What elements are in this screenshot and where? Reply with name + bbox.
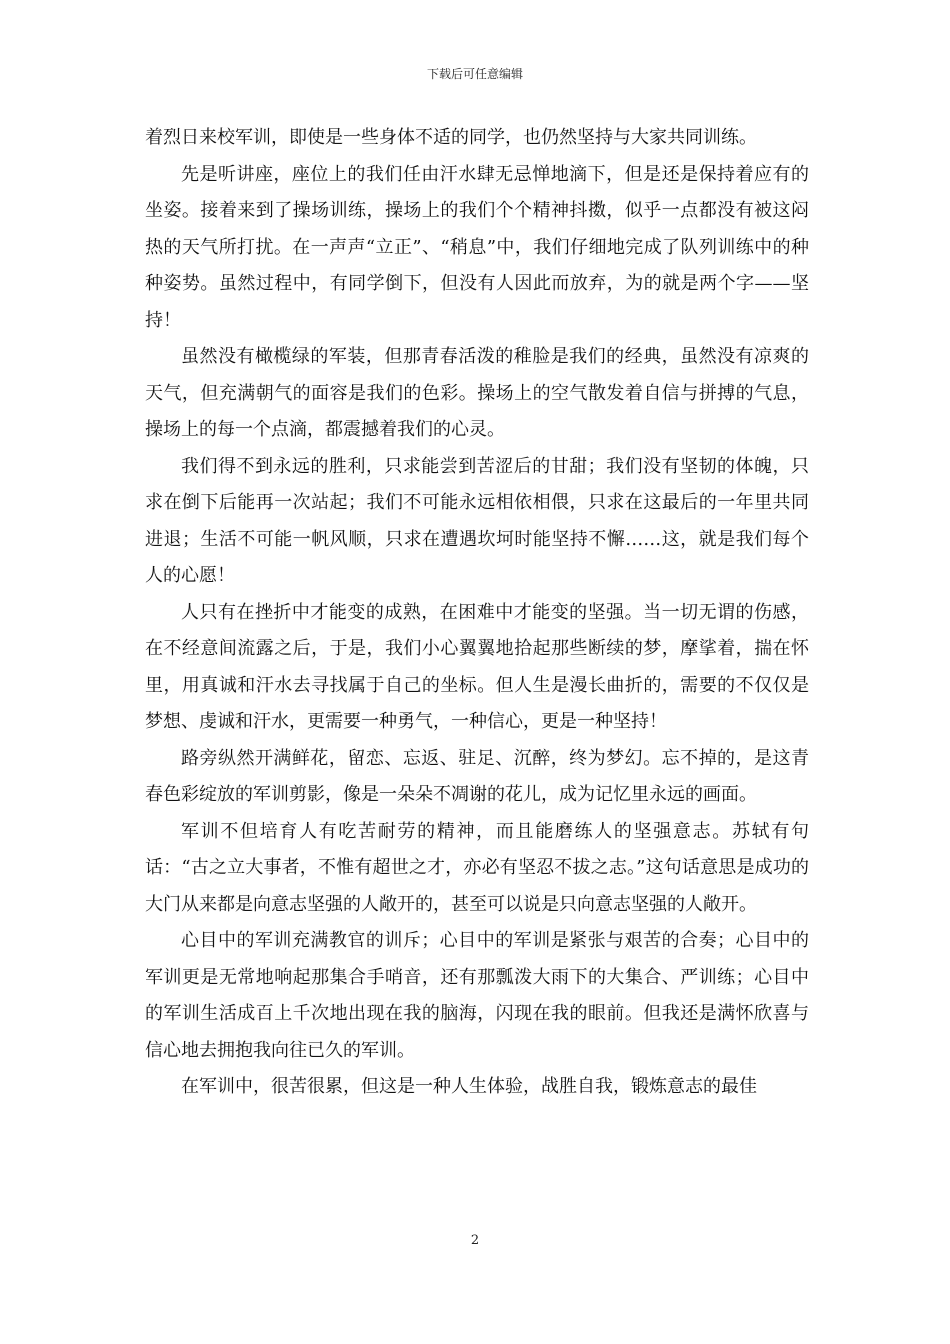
paragraph: 在军训中，很苦很累，但这是一种人生体验，战胜自我，锻炼意志的最佳 (181, 1076, 757, 1097)
paragraph: 军训不但培育人有吃苦耐劳的精神，而且能磨练人的坚强意志。苏轼有句话：“古之立大事者，不惟有超世之才，亦必有坚忍不拔之志。”这句话意思是成功的大门从来都是向意志坚强的人敞开的，甚至可以说是只向意志坚强的人敞开。 (145, 820, 809, 915)
paragraph: 我们得不到永远的胜利，只求能尝到苦涩后的甘甜；我们没有坚韧的体魄，只求在倒下后能再一次站起；我们不可能永远相依相偎，只求在这最后的一年里共同进退；生活不可能一帆风顺，只求在遭遇坎坷时能坚持不懈……这，就是我们每个人的心愿！ (145, 455, 809, 586)
paragraph: 心目中的军训充满教官的训斥；心目中的军训是紧张与艰苦的合奏；心目中的军训更是无常地响起那集合手哨音，还有那瓢泼大雨下的大集合、严训练；心目中的军训生活成百上千次地出现在我的脑海，闪现在我的眼前。但我还是满怀欣喜与信心地去拥抱我向往已久的军训。 (145, 930, 809, 1061)
paragraph: 先是听讲座，座位上的我们任由汗水肆无忌惮地滴下，但是还是保持着应有的坐姿。接着来到了操场训练，操场上的我们个个精神抖擞，似乎一点都没有被这闷热的天气所打扰。在一声声“立正”、“稍息”中，我们仔细地完成了队列训练中的种种姿势。虽然过程中，有同学倒下，但没有人因此而放弃，为的就是两个字——坚持！ (145, 163, 809, 331)
paragraph: 着烈日来校军训，即使是一些身体不适的同学，也仍然坚持与大家共同训练。 (145, 127, 757, 148)
paragraph: 路旁纵然开满鲜花，留恋、忘返、驻足、沉醉，终为梦幻。忘不掉的，是这青春色彩绽放的军训剪影，像是一朵朵不凋谢的花儿，成为记忆里永远的画面。 (145, 747, 809, 805)
page-header: 下载后可任意编辑 (426, 67, 523, 81)
page-number: 2 (470, 1233, 480, 1248)
paragraph: 虽然没有橄榄绿的军装，但那青春活泼的稚脸是我们的经典，虽然没有凉爽的天气，但充满朝气的面容是我们的色彩。操场上的空气散发着自信与拼搏的气息，操场上的每一个点滴，都震撼着我们的心灵。 (145, 346, 809, 440)
document-body (145, 120, 809, 1106)
paragraph: 人只有在挫折中才能变的成熟，在困难中才能变的坚强。当一切无谓的伤感，在不经意间流露之后，于是，我们小心翼翼地拾起那些断续的梦，摩挲着，揣在怀里，用真诚和汗水去寻找属于自己的坐标。但人生是漫长曲折的，需要的不仅仅是梦想、虔诚和汗水，更需要一种勇气，一种信心，更是一种坚持！ (145, 601, 809, 732)
